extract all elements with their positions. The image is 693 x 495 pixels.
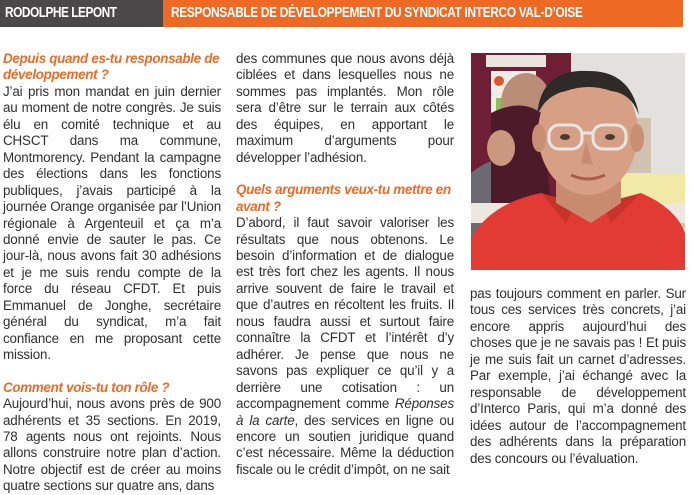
answer-paragraph	[236, 215, 454, 478]
person-name: RODOLPHE LEPONT	[5, 5, 117, 21]
person-role-banner	[163, 0, 683, 27]
article-column-2	[236, 51, 454, 478]
portrait-photo	[471, 53, 685, 270]
article-column-3	[470, 286, 686, 467]
answer-text: , des services en ligne ou encore un soutien juridique quand c’est nécessaire. Même la déduction fiscale ou le crédit d’impôt, on ne sait	[236, 412, 454, 477]
answer-paragraph: Aujourd’hui, nous avons près de 900 adhérents et 35 sections. En 2019, 78 agents nous ont rejoints. Nous allons construire notre plan d’action. Notre objectif est de créer au moins quatre sections sur quatre ans, dans	[3, 396, 221, 494]
answer-paragraph: des communes que nous avons déjà ciblées et dans lesquelles nous ne sommes pas implantés. Mon rôle sera d’être sur le terrain aux côtés des équipes, en apportant le maximum d’arguments pour développer l’adhésion.	[236, 51, 454, 165]
answer-paragraph: J’ai pris mon mandat en juin dernier au moment de notre congrès. Je suis élu en comité technique et au CHSCT dans ma commune, Montmorency. Pendant la campagne des élections dans les fonctions publiques, j’avais participé à la journée Orange organisée par l’Union régionale à Argenteuil et ça m’a donné envie de sauter le pas. Ce jour-là, nous avons fait 30 adhésions et je me suis rendu compte de la force du réseau CFDT. Et puis Emmanuel de Jonghe, secrétaire général du syndicat, m’a fait confiance en me proposant cette mission.	[3, 83, 221, 363]
answer-paragraph: pas toujours comment en parler. Sur tous ces services très concrets, j’ai encore appris aujourd’hui des choses que je ne savais pas ! Et puis je me suis fait un carnet d’adresses. Par exemple, j’ai échangé avec la responsable de développement d’Interco Paris, qui m’a donné des idées autour de l’accompagnement des adhérents dans la préparation des concours ou l’évaluation.	[470, 286, 686, 466]
question-heading: Quels arguments veux-tu mettre en avant ?	[236, 182, 451, 214]
article-column-1	[3, 51, 221, 495]
article-header	[0, 0, 683, 27]
person-name-banner	[0, 0, 163, 27]
question-heading: Comment vois-tu ton rôle ?	[3, 379, 170, 395]
person-role: RESPONSABLE DE DÉVELOPPEMENT DU SYNDICAT INTERCO VAL-D’OISE	[171, 5, 583, 21]
answer-text: D’abord, il faut savoir valoriser les résultats que nous obtenons. Le besoin d’information et de dialogue est très fort chez les agents. Il nous arrive souvent de faire le travail et que d’autres en récoltent les fruits. Il nous faudra aussi et surtout faire connaître la CFDT et l’intérêt d’y adhérer. Je pense que nous ne savons pas expliquer ce qu’il y a derrière une cotisation : un accompagnement comme	[236, 215, 454, 412]
question-heading: Depuis quand es-tu responsable de développement ?	[3, 51, 220, 83]
service-name-italic: Réponses à la carte	[236, 396, 454, 428]
